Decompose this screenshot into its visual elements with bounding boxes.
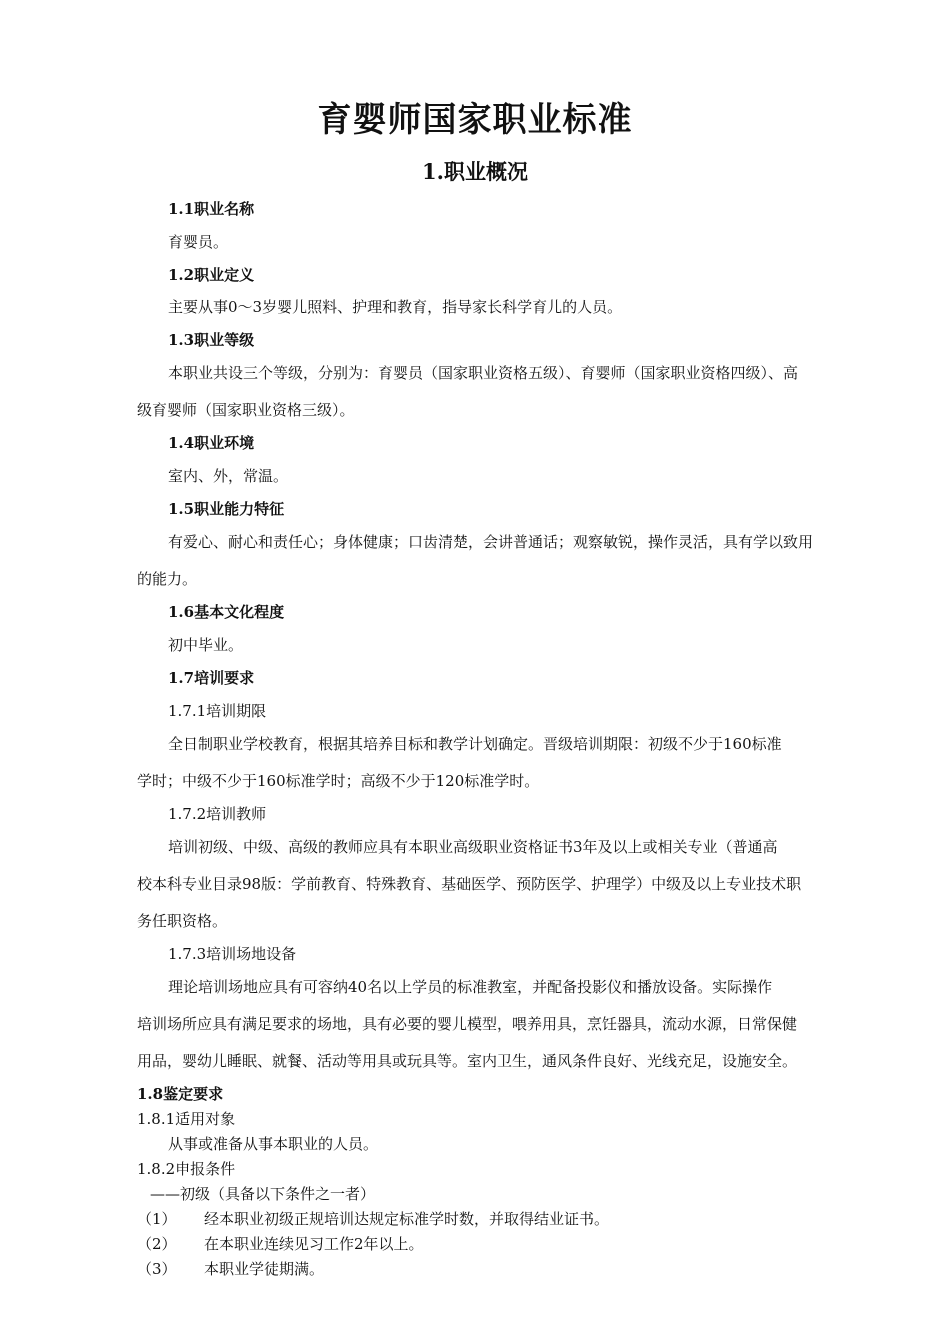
list-item-number: （2） xyxy=(137,1235,177,1253)
section-body: 初中毕业。 xyxy=(168,636,244,654)
subsection-heading: 1.7.2培训教师 xyxy=(168,805,267,823)
subsection-heading: 1.8.2申报条件 xyxy=(137,1160,236,1178)
level-heading: ——初级（具备以下条件之一者） xyxy=(150,1185,376,1203)
section-body-line: 全日制职业学校教育，根据其培养目标和教学计划确定。晋级培训期限：初级不少于160标准 xyxy=(168,735,782,753)
section-body-line: 级育婴师（国家职业资格三级）。 xyxy=(137,401,355,419)
section-heading: 1.3职业等级 xyxy=(168,331,255,349)
section-heading: 1.6基本文化程度 xyxy=(168,603,285,621)
section-body-line: 本职业共设三个等级，分别为：育婴员（国家职业资格五级）、育婴师（国家职业资格四级）、高 xyxy=(168,364,799,382)
section-body: 室内、外，常温。 xyxy=(168,467,289,485)
section-body-line: 用品，婴幼儿睡眠、就餐、活动等用具或玩具等。室内卫生，通风条件良好、光线充足，设施安全。 xyxy=(137,1052,798,1070)
section-body-line: 理论培训场地应具有可容纳40名以上学员的标准教室，并配备投影仪和播放设备。实际操作 xyxy=(168,978,773,996)
list-item: 本职业学徒期满。 xyxy=(204,1260,325,1278)
section-body-line: 的能力。 xyxy=(137,570,198,588)
subsection-heading: 1.7.3培训场地设备 xyxy=(168,945,297,963)
chapter-heading: 1.职业概况 xyxy=(422,159,528,184)
document-title: 育婴师国家职业标准 xyxy=(317,100,633,140)
section-body-line: 务任职资格。 xyxy=(137,912,228,930)
subsection-heading: 1.8.1适用对象 xyxy=(137,1110,236,1128)
list-item: 经本职业初级正规培训达规定标准学时数，并取得结业证书。 xyxy=(204,1210,610,1228)
section-body-line: 学时；中级不少于160标准学时；高级不少于120标准学时。 xyxy=(137,772,540,790)
section-body-line: 培训初级、中级、高级的教师应具有本职业高级职业资格证书3年及以上或相关专业（普通高 xyxy=(168,838,778,856)
list-item-number: （3） xyxy=(137,1260,177,1278)
section-heading: 1.8鉴定要求 xyxy=(137,1085,224,1103)
section-body-line: 校本科专业目录98版：学前教育、特殊教育、基础医学、预防医学、护理学）中级及以上专业技术职 xyxy=(137,875,802,893)
section-heading: 1.1职业名称 xyxy=(168,200,255,218)
section-body-line: 培训场所应具有满足要求的场地，具有必要的婴儿模型，喂养用具，烹饪器具，流动水源，日常保健 xyxy=(137,1015,798,1033)
section-heading: 1.7培训要求 xyxy=(168,669,255,687)
section-heading: 1.4职业环境 xyxy=(168,434,255,452)
list-item: 在本职业连续见习工作2年以上。 xyxy=(204,1235,424,1253)
subsection-heading: 1.7.1培训期限 xyxy=(168,702,267,720)
section-heading: 1.2职业定义 xyxy=(168,266,255,284)
section-body-line: 有爱心、耐心和责任心；身体健康；口齿清楚，会讲普通话；观察敏锐，操作灵活，具有学以致用 xyxy=(168,533,814,551)
section-body: 育婴员。 xyxy=(168,233,229,251)
section-body: 从事或准备从事本职业的人员。 xyxy=(168,1135,379,1153)
list-item-number: （1） xyxy=(137,1210,177,1228)
section-body: 主要从事0～3岁婴儿照料、护理和教育，指导家长科学育儿的人员。 xyxy=(168,298,623,316)
section-heading: 1.5职业能力特征 xyxy=(168,500,285,518)
